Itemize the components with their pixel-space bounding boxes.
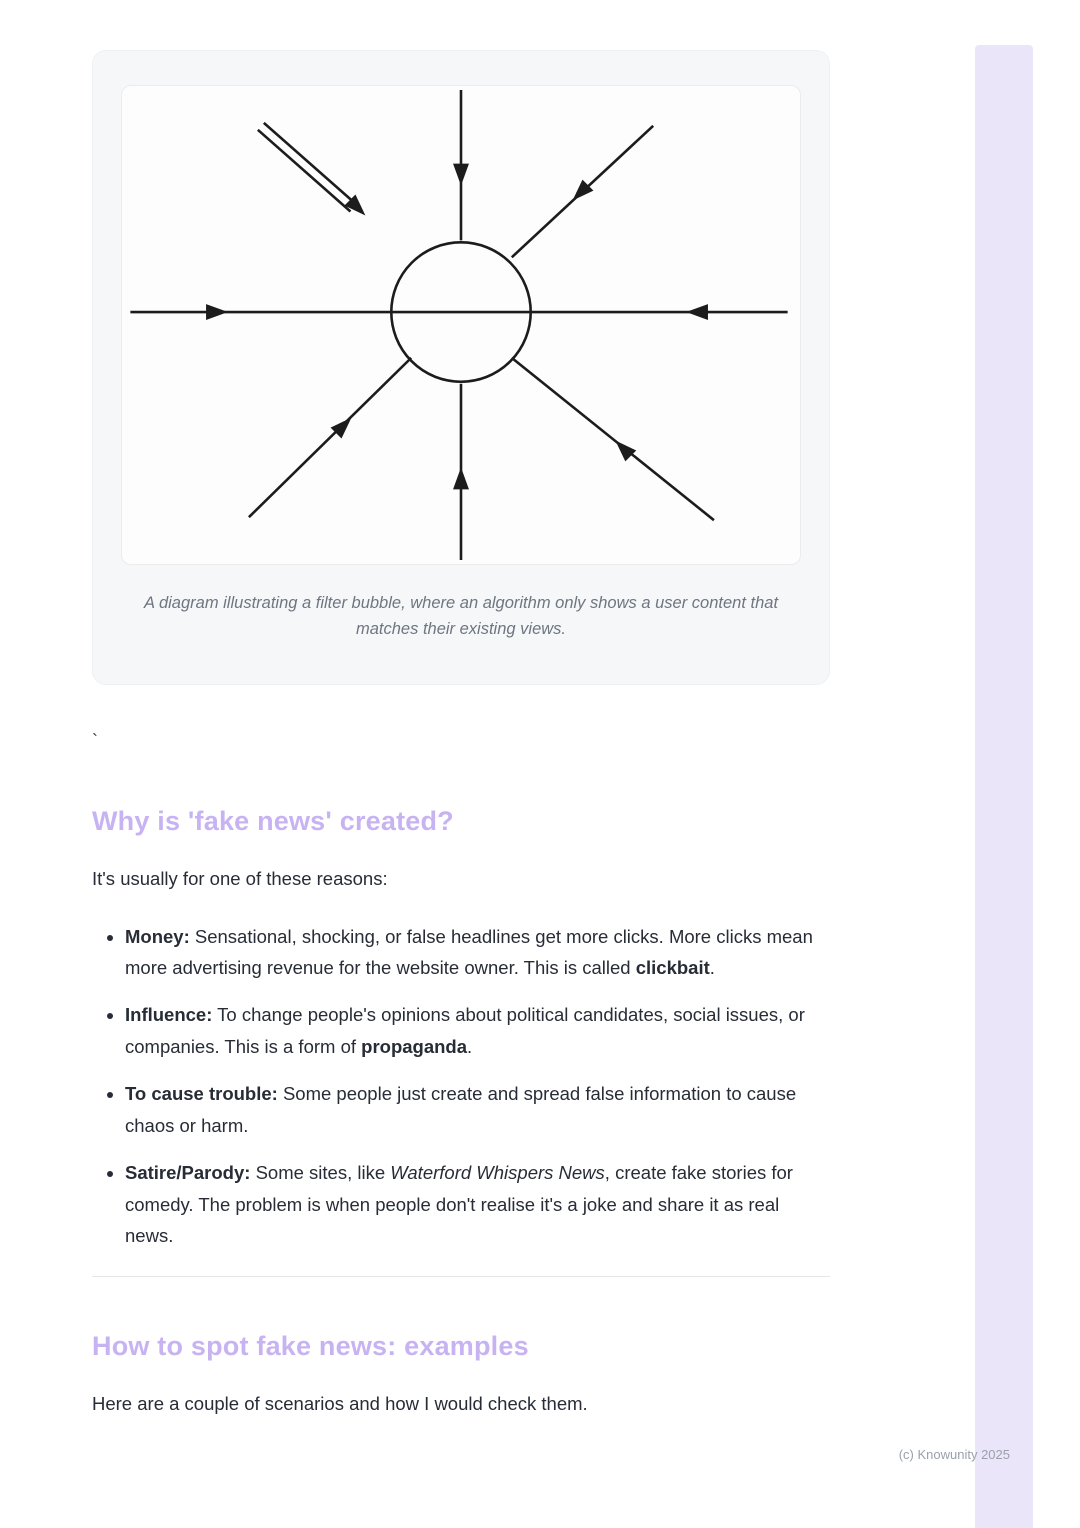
section-why-created bbox=[92, 806, 830, 1251]
list-item-segment: Satire/Parody: bbox=[125, 1162, 251, 1184]
list-item bbox=[125, 1078, 830, 1141]
list-item bbox=[125, 999, 830, 1062]
list-item-segment: Some people just create and spread false information to cause chaos or harm. bbox=[125, 1083, 797, 1136]
list-item-segment: To change people's opinions about political candidates, social issues, or companies. This is a form of bbox=[125, 1004, 805, 1057]
arrow-down-icon bbox=[453, 164, 469, 186]
section-spot-examples bbox=[92, 1331, 830, 1419]
copyright-text: (c) Knowunity 2025 bbox=[898, 1447, 1010, 1462]
list-item-segment: . bbox=[709, 957, 715, 978]
filter-bubble-diagram bbox=[122, 86, 800, 564]
inward-arrow-icons bbox=[206, 164, 708, 490]
arrow-up-icon bbox=[453, 467, 469, 489]
list-item-segment: Some sites, like bbox=[250, 1162, 391, 1184]
diagram-panel bbox=[121, 85, 801, 565]
list-item-segment: propaganda bbox=[361, 1035, 468, 1057]
list-item-segment: Influence: bbox=[125, 1004, 213, 1026]
list-item bbox=[125, 921, 830, 984]
stray-backtick-text: ` bbox=[92, 731, 98, 752]
diagonal-rays bbox=[249, 123, 714, 520]
arrow-left-icon bbox=[686, 304, 708, 320]
figure-card bbox=[92, 50, 830, 685]
list-item-segment: Sensational, shocking, or false headlines get more clicks. More clicks mean more advertising revenue for the website owner. This is called bbox=[125, 925, 813, 978]
page-edge-stripe bbox=[975, 45, 1033, 1528]
section-divider bbox=[92, 1276, 830, 1277]
section-heading-spot-examples: How to spot fake news: examples bbox=[92, 1330, 529, 1361]
section-intro-spot-examples: Here are a couple of scenarios and how I would check them. bbox=[92, 1392, 588, 1414]
figure-caption: A diagram illustrating a filter bubble, where an algorithm only shows a user content that matches their existing views. bbox=[143, 594, 779, 638]
reasons-list bbox=[92, 921, 830, 1252]
section-heading-why-created: Why is 'fake news' created? bbox=[92, 806, 454, 837]
list-item-segment: Money: bbox=[125, 925, 190, 947]
list-item-segment: To cause trouble: bbox=[125, 1083, 278, 1105]
arrow-right-icon bbox=[206, 304, 228, 320]
list-item-segment: Waterford Whispers News bbox=[390, 1162, 605, 1184]
list-item-segment: clickbait bbox=[635, 957, 710, 978]
document-content bbox=[92, 0, 830, 1419]
list-item-segment: , create fake stories for comedy. The problem is when people don't realise it's a joke and share it as real news. bbox=[125, 1162, 793, 1247]
arrow-up-left-icon bbox=[615, 441, 636, 462]
list-item-segment: . bbox=[467, 1035, 473, 1057]
list-item bbox=[125, 1157, 830, 1251]
section-intro-why-created: It's usually for one of these reasons: bbox=[92, 868, 388, 890]
